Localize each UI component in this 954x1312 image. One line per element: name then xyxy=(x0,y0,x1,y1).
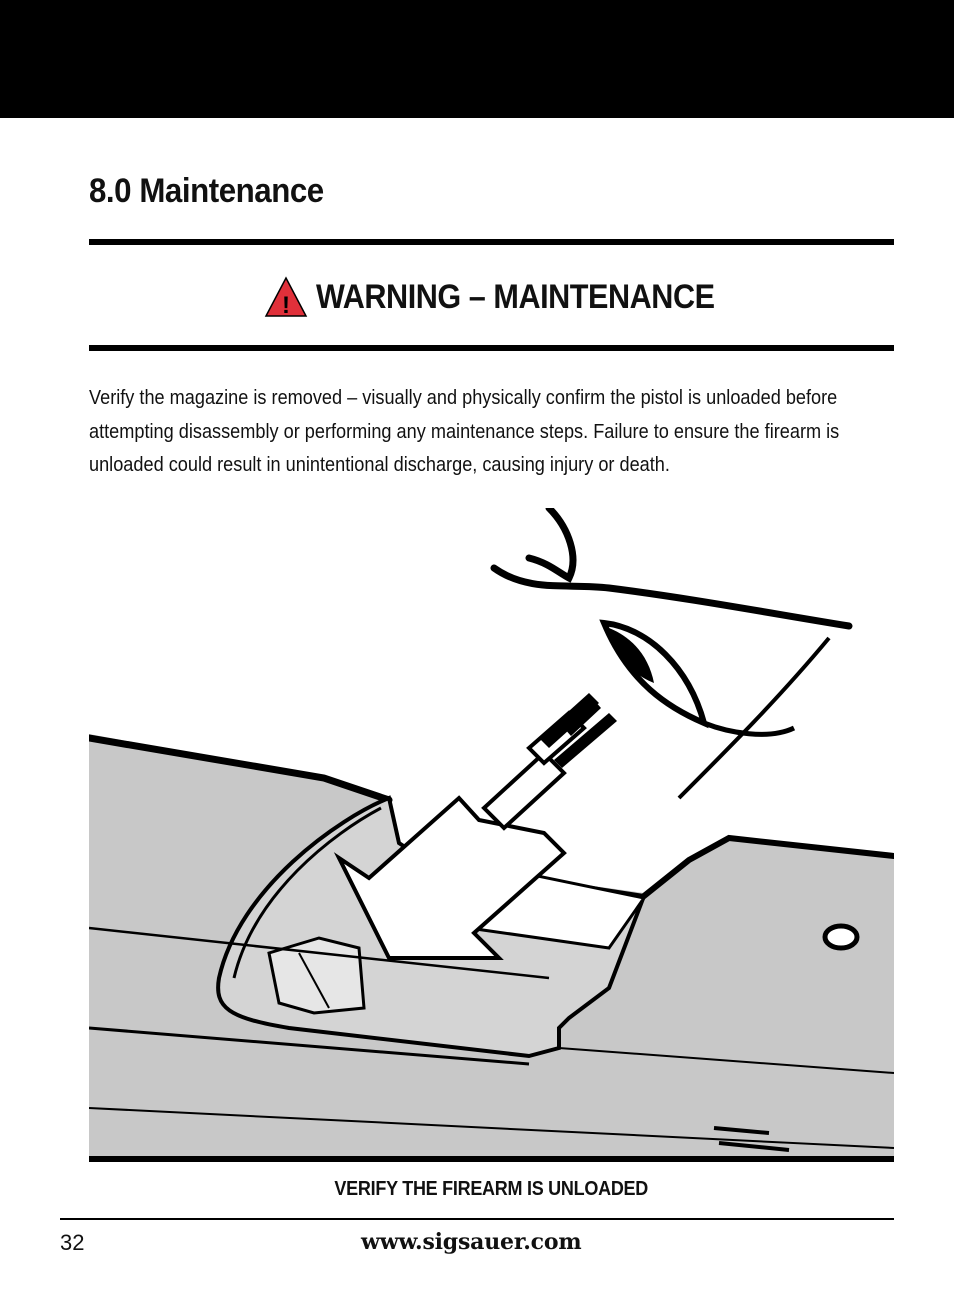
brow-line xyxy=(494,568,849,626)
arrow-trail-1 xyxy=(484,753,564,828)
pin-hole xyxy=(825,926,857,948)
verify-unloaded-illustration xyxy=(89,508,894,1160)
warning-icon-symbol: ! xyxy=(282,292,291,318)
warning-header xyxy=(89,272,894,322)
warning-title: WARNING – MAINTENANCE xyxy=(316,277,715,316)
warning-triangle-icon xyxy=(264,276,308,318)
eyebrow xyxy=(529,508,573,578)
page-number: 32 xyxy=(60,1230,85,1255)
warning-bottom-rule xyxy=(89,345,894,351)
warning-top-rule xyxy=(89,239,894,245)
figure-caption: VERIFY THE FIREARM IS UNLOADED xyxy=(334,1178,649,1200)
section-title: 8.0 Maintenance xyxy=(89,172,324,210)
warning-body-text: Verify the magazine is removed – visually and physically confirm the pistol is unloaded before attempting disassembly or performing any maintenance steps. Failure to ensure the firearm is unloaded could result in unintentional discharge, causing injury or death. xyxy=(89,386,840,476)
footer-rule xyxy=(60,1218,894,1220)
figure-bottom-rule xyxy=(89,1156,894,1162)
website-url: www.sigsauer.com xyxy=(361,1229,582,1255)
header-band xyxy=(0,0,954,118)
